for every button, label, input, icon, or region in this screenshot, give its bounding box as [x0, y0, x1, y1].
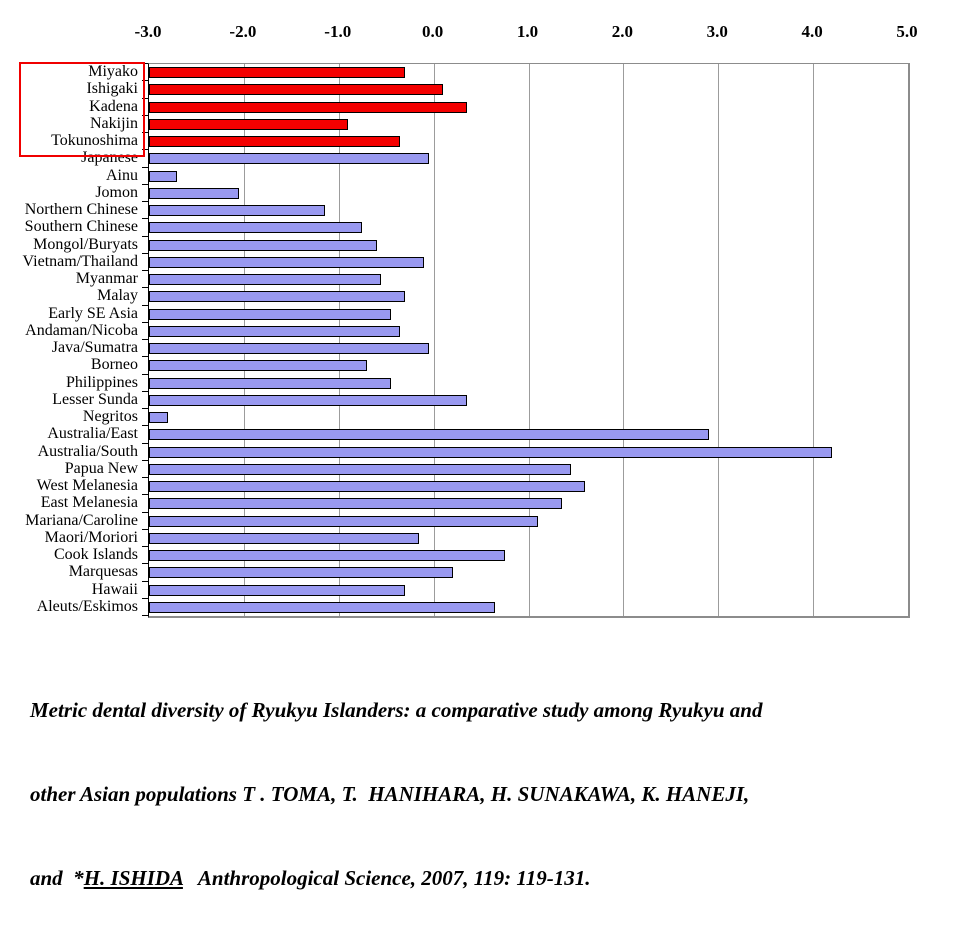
category-label: Australia/South — [37, 442, 138, 460]
category-label: Kadena — [89, 97, 138, 115]
bar-jomon — [149, 188, 239, 199]
bar-southern-chinese — [149, 222, 362, 233]
category-label: Ainu — [106, 166, 138, 184]
category-label: Mongol/Buryats — [33, 235, 138, 253]
bar-kadena — [149, 102, 467, 113]
category-label: Aleuts/Eskimos — [36, 597, 138, 615]
caption-line-3 — [30, 864, 945, 892]
bar-philippines — [149, 378, 391, 389]
category-label: Malay — [97, 287, 138, 305]
x-tick-label: -2.0 — [229, 22, 257, 41]
gridline — [434, 64, 435, 616]
category-label: Borneo — [90, 356, 138, 374]
bar-australia-south — [149, 447, 832, 458]
category-label: Jomon — [95, 183, 138, 201]
bar-ishigaki — [149, 84, 443, 95]
bar-australia-east — [149, 429, 709, 440]
bar-east-melanesia — [149, 498, 562, 509]
caption — [30, 640, 945, 948]
caption-line-1: Metric dental diversity of Ryukyu Islanders: a comparative study among Ryukyu and — [30, 698, 763, 722]
bar-early-se-asia — [149, 309, 391, 320]
bar-mariana-caroline — [149, 516, 538, 527]
bar-marquesas — [149, 567, 453, 578]
bar-andaman-nicoba — [149, 326, 400, 337]
gridline — [813, 64, 814, 616]
bar-vietnam-thailand — [149, 257, 424, 268]
category-label: East Melanesia — [40, 494, 138, 512]
category-label: Cook Islands — [54, 546, 138, 564]
bar-borneo — [149, 360, 367, 371]
caption-line-2: other Asian populations T . TOMA, T. HANIHARA, H. SUNAKAWA, K. HANEJI, — [30, 782, 750, 806]
bar-tokunoshima — [149, 136, 400, 147]
x-tick-label: 3.0 — [706, 22, 728, 41]
category-label: Philippines — [65, 373, 138, 391]
x-tick-label: 4.0 — [801, 22, 823, 41]
category-label: Maori/Moriori — [44, 528, 138, 546]
category-label: Australia/East — [47, 425, 138, 443]
bar-japanese — [149, 153, 429, 164]
category-label: Mariana/Caroline — [25, 511, 138, 529]
bar-west-melanesia — [149, 481, 585, 492]
bar-java-sumatra — [149, 343, 429, 354]
caption-line-3-pre: and * — [30, 866, 84, 890]
gridline — [718, 64, 719, 616]
category-label: West Melanesia — [36, 477, 138, 495]
bar-nakijin — [149, 119, 348, 130]
bar-cook-islands — [149, 550, 505, 561]
category-label: Japanese — [81, 149, 138, 167]
bar-northern-chinese — [149, 205, 325, 216]
x-tick-label: 0.0 — [422, 22, 444, 41]
category-label: Nakijin — [90, 114, 138, 132]
x-tick-label: -1.0 — [324, 22, 352, 41]
x-tick-label: 1.0 — [516, 22, 539, 41]
bar-maori-moriori — [149, 533, 419, 544]
gridline — [623, 64, 624, 616]
caption-line-3-post: Anthropological Science, 2007, 119: 119-131. — [182, 866, 591, 890]
category-label: Vietnam/Thailand — [22, 252, 138, 270]
plot-area — [148, 63, 910, 618]
gridline — [529, 64, 530, 616]
bar-papua-new — [149, 464, 571, 475]
category-label: Myanmar — [75, 270, 138, 288]
category-label: Lesser Sunda — [52, 390, 138, 408]
category-label: Early SE Asia — [48, 304, 138, 322]
category-label: Negritos — [82, 408, 138, 426]
category-label: Northern Chinese — [24, 201, 138, 219]
category-label: Papua New — [64, 459, 138, 477]
highlight-box — [19, 62, 145, 157]
bar-miyako — [149, 67, 405, 78]
bar-mongol-buryats — [149, 240, 377, 251]
bar-malay — [149, 291, 405, 302]
bar-aleuts-eskimos — [149, 602, 495, 613]
underlined-author: H. ISHIDA — [83, 866, 183, 890]
category-label: Miyako — [88, 63, 138, 81]
bar-lesser-sunda — [149, 395, 467, 406]
bar-negritos — [149, 412, 168, 423]
x-tick-label: 5.0 — [896, 22, 918, 41]
x-tick-label: 2.0 — [611, 22, 633, 41]
category-label: Andaman/Nicoba — [25, 321, 138, 339]
category-label: Hawaii — [91, 580, 138, 598]
category-label: Southern Chinese — [24, 218, 138, 236]
category-label: Ishigaki — [86, 80, 138, 98]
bar-myanmar — [149, 274, 381, 285]
bar-ainu — [149, 171, 177, 182]
category-label: Java/Sumatra — [51, 339, 138, 357]
category-label: Marquesas — [68, 563, 138, 581]
category-label: Tokunoshima — [51, 132, 138, 150]
x-tick-label: -3.0 — [134, 22, 162, 41]
bar-hawaii — [149, 585, 405, 596]
x-axis-tick-labels — [0, 0, 960, 60]
